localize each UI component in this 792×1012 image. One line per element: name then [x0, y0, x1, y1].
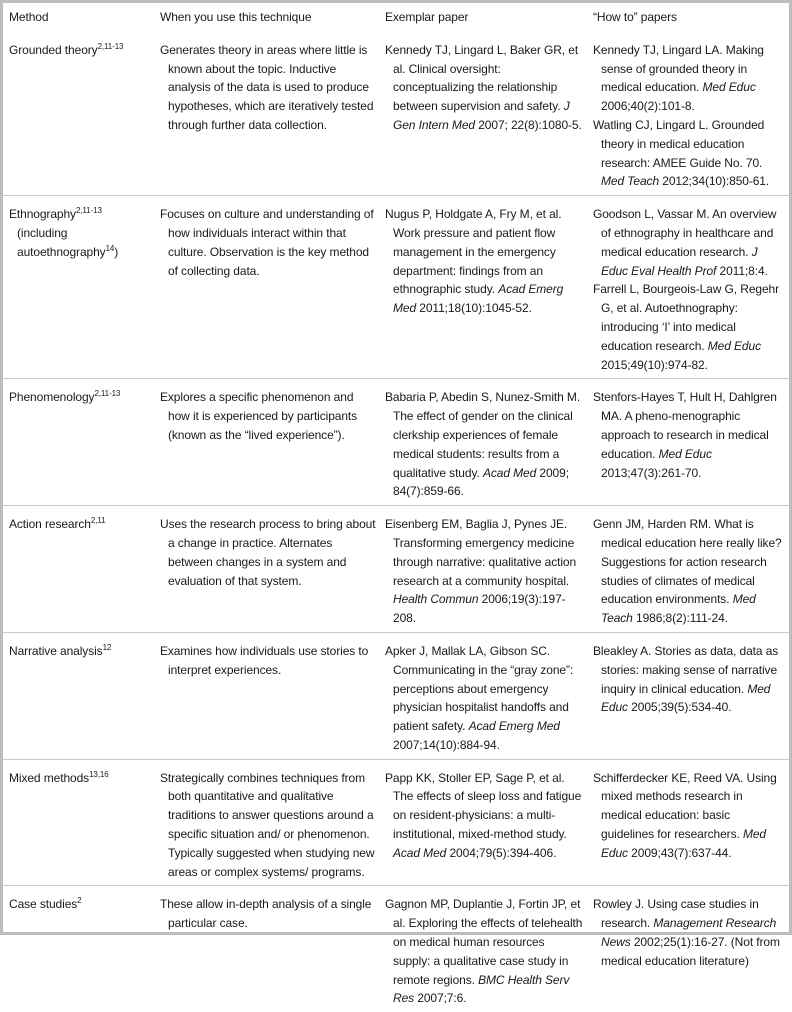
journal-name: Med Educ [702, 80, 756, 95]
exemplar-cell [381, 759, 589, 886]
citation-details: 2015;49(10):974-82. [601, 357, 708, 372]
when-cell [156, 196, 381, 379]
table-row [3, 379, 789, 506]
table-row [3, 886, 789, 1012]
method-label: Grounded theory [9, 42, 98, 57]
citation-text: Papp KK, Stoller EP, Sage P, et al. The effects of sleep loss and fatigue on resident-physicians: a multi-institutional, mixed-method study. [385, 770, 582, 842]
journal-name: Med Educ [658, 446, 712, 461]
citation-details: 2007;7:6. [414, 991, 467, 1006]
journal-name: Med Educ [601, 681, 771, 715]
citation-details: 2009; 84(7):859-66. [393, 465, 569, 499]
journal-name: Acad Med [393, 845, 447, 860]
howto-paper [593, 895, 785, 970]
citation-text: Rowley J. Using case studies in research. [593, 897, 759, 931]
when-text: These allow in-depth analysis of a single particular case. [160, 897, 372, 931]
howto-cell [589, 506, 789, 633]
journal-name: Med Educ [707, 338, 761, 353]
when-text: Focuses on culture and understanding of how individuals interact within that culture. Observation is the key method of collecting data. [160, 207, 374, 278]
journal-name: Med Educ [601, 827, 766, 860]
howto-paper [593, 116, 785, 191]
header-when: When you use this technique [160, 10, 312, 24]
method-name [9, 388, 152, 407]
citation-details: 2007; 22(8):1080-5. [474, 117, 582, 132]
citation-details: 2007;14(10):884-94. [393, 737, 500, 752]
header-howto: “How to” papers [593, 10, 677, 24]
when-text: Generates theory in areas where little is known about the topic. Inductive analysis of the data is used to produce hypotheses, which are iteratively tested through further data collection. [160, 42, 374, 132]
exemplar-cell [381, 632, 589, 759]
exemplar-paper [385, 769, 585, 863]
method-note: (including autoethnography [17, 225, 106, 259]
howto-paper [593, 205, 785, 280]
reference-superscript: 2 [77, 896, 82, 906]
method-name [9, 895, 152, 914]
when-cell [156, 759, 381, 886]
citation-text: Nugus P, Holdgate A, Fry M, et al. Work pressure and patient flow management in the emergency department: findings from an ethnographic study. [385, 207, 562, 297]
citation-text: Farrell L, Bourgeois-Law G, Regehr G, et al. Autoethnography: introducing ‘I’ into medical education research. [593, 282, 780, 353]
citation-details: 2005;39(5):534-40. [627, 700, 732, 715]
journal-name: Health Commun [393, 592, 479, 607]
journal-name: Acad Emerg Med [468, 719, 560, 734]
method-name [9, 642, 152, 661]
citation-text: Schifferdecker KE, Reed VA. Using mixed methods research in medical education: basic guidelines for researchers. [593, 770, 777, 842]
when-text: Explores a specific phenomenon and how it is experienced by participants (known as the “lived experience”). [160, 390, 358, 442]
method-label: Case studies [9, 897, 78, 912]
howto-cell [589, 886, 789, 1012]
journal-name: J Educ Eval Health Prof [601, 244, 758, 278]
reference-superscript: 2,11-13 [94, 389, 121, 399]
method-cell [3, 886, 156, 1012]
journal-name: J Gen Intern Med [393, 99, 570, 132]
citation-details: 2004;79(5):394-406. [446, 845, 557, 860]
citation-details: 2009;43(7):637-44. [627, 845, 732, 860]
citation-text: Stenfors-Hayes T, Hult H, Dahlgren MA. A pheno-menographic approach to research in medical education. [593, 390, 777, 461]
journal-name: Med Teach [601, 174, 660, 189]
citation-details: 2013;47(3):261-70. [601, 465, 702, 480]
exemplar-paper [385, 41, 585, 135]
method-cell [3, 632, 156, 759]
citation-text: Bleakley A. Stories as data, data as stories: making sense of narrative inquiry in clinical education. [593, 643, 779, 696]
reference-superscript: 2,11-13 [97, 41, 124, 51]
header-method: Method [9, 10, 49, 24]
citation-text: Kennedy TJ, Lingard L, Baker GR, et al. Clinical oversight: conceptualizing the relationship between supervision and safety. [385, 42, 579, 114]
method-cell [3, 379, 156, 506]
howto-cell [589, 32, 789, 196]
howto-paper [593, 642, 785, 717]
when-cell [156, 32, 381, 196]
table-row [3, 759, 789, 886]
citation-text: Kennedy TJ, Lingard LA. Making sense of grounded theory in medical education. [593, 42, 764, 95]
exemplar-cell [381, 196, 589, 379]
method-name [9, 769, 152, 788]
reference-superscript: 12 [102, 642, 112, 652]
howto-paper [593, 769, 785, 863]
when-text: Uses the research process to bring about a change in practice. Alternates between changes in a system and evaluation of that system. [160, 517, 376, 588]
journal-name: Management Research News [601, 916, 777, 950]
table-row [3, 196, 789, 379]
method-cell [3, 196, 156, 379]
method-label: Mixed methods [9, 770, 90, 785]
howto-paper [593, 280, 785, 374]
exemplar-cell [381, 506, 589, 633]
exemplar-paper [385, 515, 585, 628]
exemplar-cell [381, 379, 589, 506]
exemplar-cell [381, 886, 589, 1012]
exemplar-paper [385, 895, 585, 1008]
table-row [3, 632, 789, 759]
howto-paper [593, 388, 785, 482]
citation-details: 2006;40(2):101-8. [601, 99, 695, 114]
method-cell [3, 506, 156, 633]
when-text: Examines how individuals use stories to interpret experiences. [160, 643, 369, 677]
howto-paper [593, 41, 785, 116]
reference-superscript: 14 [105, 243, 115, 253]
method-name [9, 205, 152, 261]
method-cell [3, 32, 156, 196]
reference-superscript: 2,11-13 [75, 206, 102, 216]
when-cell [156, 886, 381, 1012]
method-label: Ethnography [9, 207, 76, 222]
howto-cell [589, 379, 789, 506]
method-label: Phenomenology [9, 390, 95, 405]
journal-name: BMC Health Serv Res [393, 972, 570, 1006]
journal-name: Acad Med [482, 465, 537, 480]
method-name [9, 515, 152, 534]
when-cell [156, 506, 381, 633]
reference-superscript: 2,11 [90, 516, 106, 526]
howto-paper [593, 515, 785, 628]
citation-details: 2006;19(3):197-208. [393, 592, 566, 626]
method-cell [3, 759, 156, 886]
exemplar-cell [381, 32, 589, 196]
header-row [3, 3, 789, 32]
citation-text: Watling CJ, Lingard L. Grounded theory in medical education research: AMEE Guide No. 70. [593, 117, 765, 170]
method-note-close: ) [114, 244, 119, 259]
howto-cell [589, 632, 789, 759]
citation-details: 2012;34(10):850-61. [659, 174, 770, 189]
header-exemplar: Exemplar paper [385, 10, 469, 24]
when-cell [156, 632, 381, 759]
methods-table [3, 3, 789, 1012]
reference-superscript: 13,16 [89, 769, 109, 779]
citation-text: Babaria P, Abedin S, Nunez-Smith M. The effect of gender on the clinical clerkship experiences of female medical students: results from a qualitative study. [385, 390, 581, 480]
citation-text: Eisenberg EM, Baglia J, Pynes JE. Transforming emergency medicine through narrative: qualitative action research at a community hospital. [385, 517, 577, 588]
citation-text: Apker J, Mallak LA, Gibson SC. Communicating in the “gray zone”: perceptions about emergency physician hospitalist handoffs and patient safety. [385, 643, 574, 734]
howto-cell [589, 759, 789, 886]
howto-cell [589, 196, 789, 379]
table-row [3, 32, 789, 196]
citation-details: 2011;18(10):1045-52. [416, 301, 532, 316]
citation-text: Genn JM, Harden RM. What is medical education here really like? Suggestions for action research studies of climates of medical education environments. [593, 517, 782, 607]
citation-text: Gagnon MP, Duplantie J, Fortin JP, et al. Exploring the effects of telehealth on medical human resources supply: a qualitative case study in remote regions. [385, 897, 583, 987]
when-cell [156, 379, 381, 506]
exemplar-paper [385, 205, 585, 318]
method-name [9, 41, 152, 60]
method-label: Action research [9, 517, 91, 532]
journal-name: Med Teach [601, 592, 756, 626]
citation-details: 2011;8:4. [716, 263, 768, 278]
table-row [3, 506, 789, 633]
method-label: Narrative analysis [9, 643, 103, 658]
journal-name: Acad Emerg Med [393, 282, 564, 316]
citation-details: 1986;8(2):111-24. [632, 611, 728, 626]
exemplar-paper [385, 642, 585, 755]
citation-text: Goodson L, Vassar M. An overview of ethnography in healthcare and medical education research. [593, 207, 777, 259]
when-text: Strategically combines techniques from both quantitative and qualitative traditions to answer questions around a specific situation and/ or phenomenon. Typically suggested when studying new areas or complex systems/ programs. [160, 770, 375, 879]
exemplar-paper [385, 388, 585, 501]
citation-details: 2002;25(1):16-27. (Not from medical education literature) [601, 935, 780, 968]
